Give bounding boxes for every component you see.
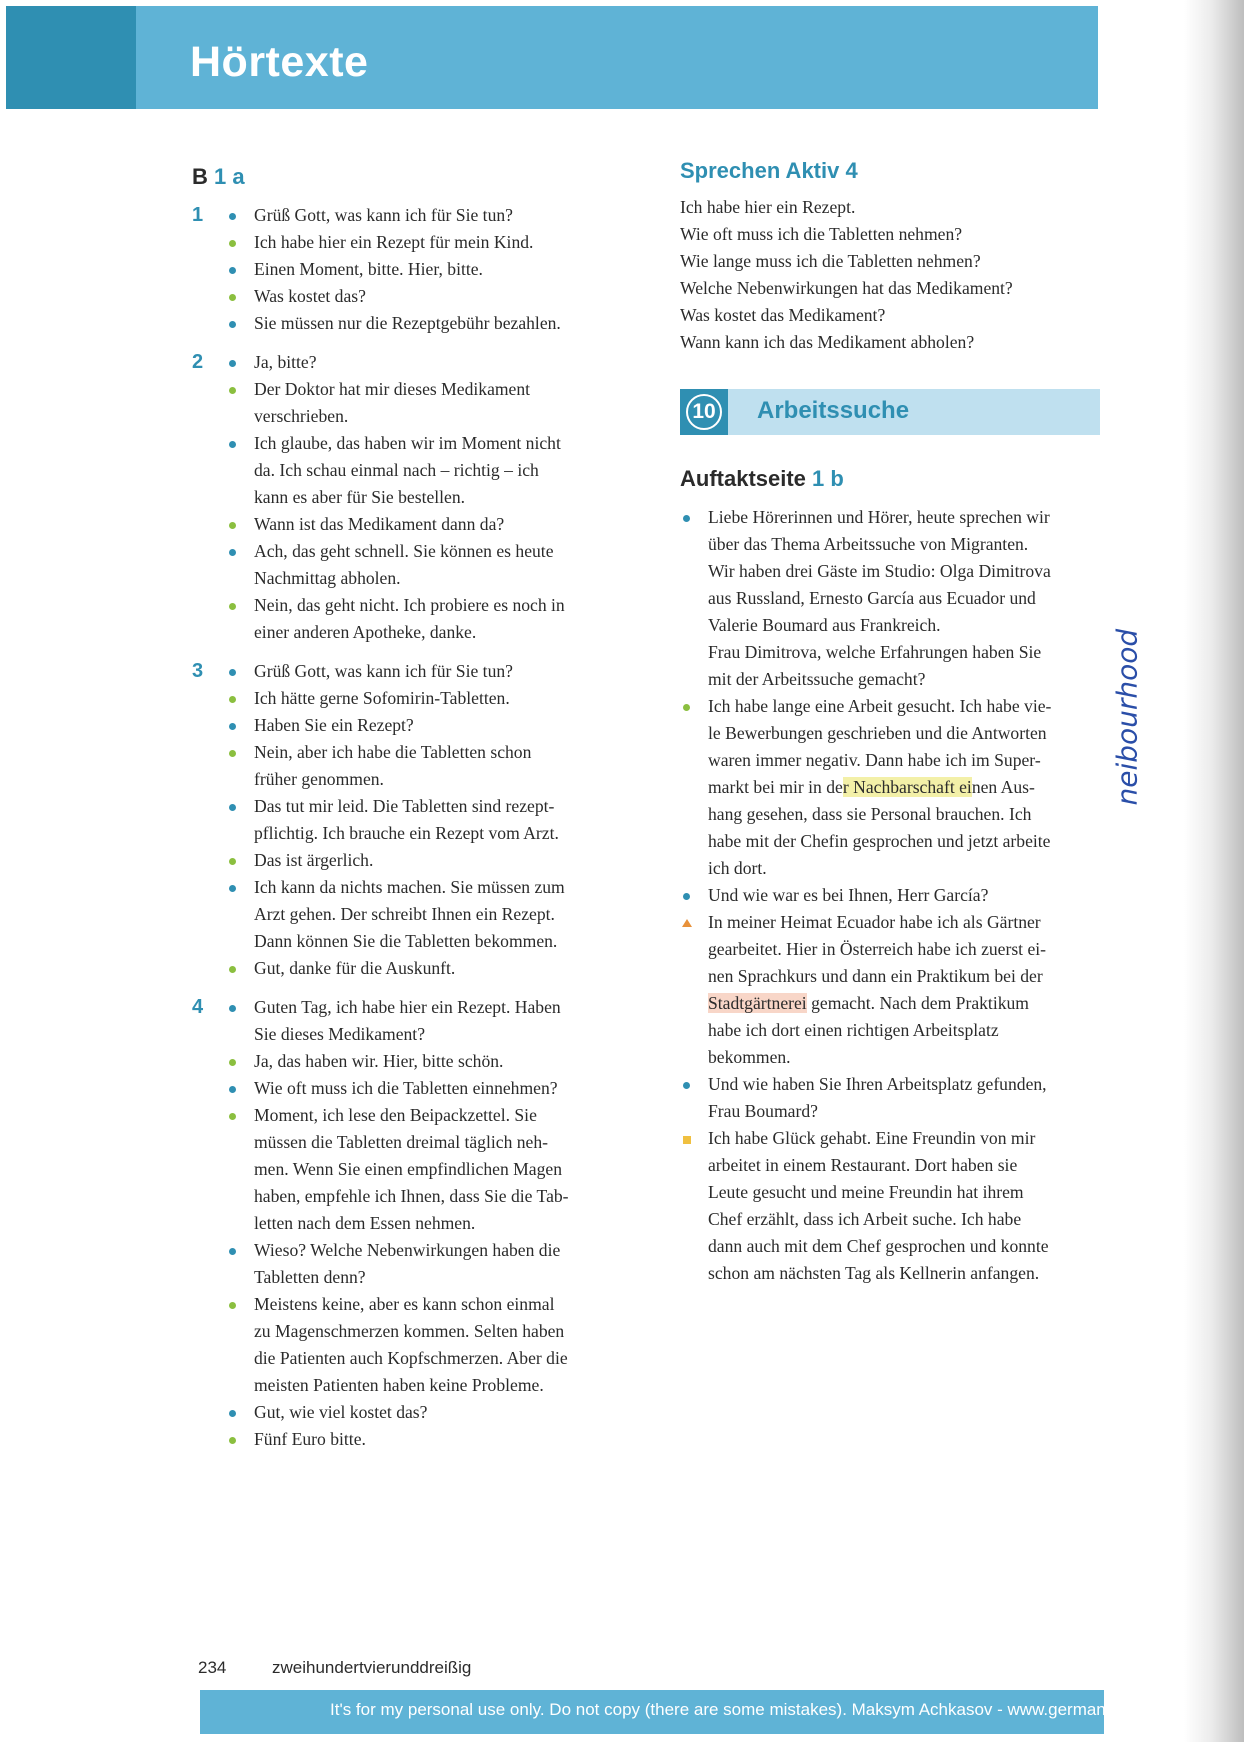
line-segment: habe mit der Chefin gesprochen und jetzt arbeite bbox=[708, 831, 1051, 851]
dialog-number: 2 bbox=[192, 351, 204, 373]
line-segment: Ich hätte gerne Sofomirin-Tabletten. bbox=[254, 688, 510, 708]
line-segment: Das ist ärgerlich. bbox=[254, 850, 374, 870]
text-fragment: markt bei mir in de bbox=[708, 777, 843, 797]
line-segment: Gut, danke für die Auskunft. bbox=[254, 958, 456, 978]
line-text bbox=[254, 538, 622, 592]
line-text bbox=[254, 229, 622, 256]
line-text bbox=[254, 1426, 622, 1453]
line-segment: Chef erzählt, dass ich Arbeit suche. Ich habe bbox=[708, 1209, 1022, 1229]
bullet-icon bbox=[226, 847, 254, 874]
line-segment: Frau Boumard? bbox=[708, 1101, 818, 1121]
page-title: Hörtexte bbox=[190, 38, 369, 86]
bullet-icon bbox=[226, 1399, 254, 1426]
line-segment: ich dort. bbox=[708, 858, 767, 878]
line-segment: meisten Patienten haben keine Probleme. bbox=[254, 1375, 544, 1395]
dialog-line bbox=[226, 712, 622, 739]
line-segment: Guten Tag, ich habe hier ein Rezept. Haben bbox=[254, 997, 561, 1017]
dialog-lines bbox=[226, 994, 622, 1453]
line-segment: Wieso? Welche Nebenwirkungen haben die bbox=[254, 1240, 561, 1260]
page-number-word: zweihundertvierunddreißig bbox=[272, 1658, 472, 1677]
unit-number-badge bbox=[680, 389, 728, 435]
line-segment: nen Sprachkurs und dann ein Praktikum bei der bbox=[708, 966, 1043, 986]
sprechen-line: Wie oft muss ich die Tabletten nehmen? bbox=[680, 224, 963, 244]
dialog-line bbox=[226, 202, 622, 229]
sprechen-line: Was kostet das Medikament? bbox=[680, 305, 886, 325]
line-text bbox=[254, 256, 622, 283]
dialog-list bbox=[192, 202, 622, 1453]
line-text bbox=[254, 739, 622, 793]
dialog-line bbox=[226, 1102, 622, 1237]
bullet-icon bbox=[226, 283, 254, 310]
line-segment: Ach, das geht schnell. Sie können es heute bbox=[254, 541, 554, 561]
line-segment: Das tut mir leid. Die Tabletten sind rezept- bbox=[254, 796, 555, 816]
line-segment: hang gesehen, dass sie Personal brauchen. Ich bbox=[708, 804, 1032, 824]
line-text bbox=[254, 1075, 622, 1102]
bullet-icon bbox=[226, 712, 254, 739]
dialog-lines bbox=[226, 658, 622, 982]
line-segment: verschrieben. bbox=[254, 406, 349, 426]
watermark-text: It's for my personal use only. Do not copy (there are some mistakes). Maksym Achkasov - www.german4real.com bbox=[330, 1700, 1181, 1719]
bullet-icon bbox=[226, 874, 254, 955]
bullet-icon bbox=[680, 504, 708, 693]
bullet-icon bbox=[680, 882, 708, 909]
line-segment: kann es aber für Sie bestellen. bbox=[254, 487, 466, 507]
line-segment: Ja, das haben wir. Hier, bitte schön. bbox=[254, 1051, 504, 1071]
dialog-line bbox=[226, 874, 622, 955]
dialog-number: 3 bbox=[192, 660, 204, 682]
line-segment: dann auch mit dem Chef gesprochen und konnte bbox=[708, 1236, 1049, 1256]
line-text bbox=[254, 847, 622, 874]
line-text bbox=[254, 202, 622, 229]
line-segment: men. Wenn Sie einen empfindlichen Magen bbox=[254, 1159, 563, 1179]
dialog-4 bbox=[192, 994, 622, 1453]
handwritten-note bbox=[1092, 604, 1162, 814]
line-segment: Grüß Gott, was kann ich für Sie tun? bbox=[254, 205, 513, 225]
sprechen-line: Welche Nebenwirkungen hat das Medikament? bbox=[680, 278, 1013, 298]
dialog-line bbox=[226, 847, 622, 874]
line-segment: die Patienten auch Kopfschmerzen. Aber die bbox=[254, 1348, 568, 1368]
text-fragment: gemacht. Nach dem Praktikum bbox=[806, 993, 1029, 1013]
bullet-icon bbox=[226, 511, 254, 538]
highlighted-word: r Nachbarschaft ei bbox=[842, 777, 972, 797]
paragraph-text bbox=[708, 882, 1110, 909]
line-segment: müssen die Tabletten dreimal täglich neh- bbox=[254, 1132, 549, 1152]
line-text bbox=[254, 283, 622, 310]
line-segment: einer anderen Apotheke, danke. bbox=[254, 622, 477, 642]
line-segment: Was kostet das? bbox=[254, 286, 366, 306]
line-text bbox=[254, 793, 622, 847]
section-heading-b1a bbox=[192, 164, 622, 190]
line-segment: zu Magenschmerzen kommen. Selten haben bbox=[254, 1321, 565, 1341]
line-segment: le Bewerbungen geschrieben und die Antworten bbox=[708, 723, 1047, 743]
line-text bbox=[254, 712, 622, 739]
dialog-line bbox=[226, 511, 622, 538]
line-segment: Und wie haben Sie Ihren Arbeitsplatz gefunden, bbox=[708, 1074, 1047, 1094]
dialog-line bbox=[226, 994, 622, 1048]
bullet-icon bbox=[226, 994, 254, 1048]
paragraph-text bbox=[708, 1071, 1110, 1125]
line-segment: Tabletten denn? bbox=[254, 1267, 366, 1287]
dialog-line bbox=[226, 685, 622, 712]
bullet-icon bbox=[226, 1048, 254, 1075]
line-text bbox=[254, 1048, 622, 1075]
dialog-number: 4 bbox=[192, 996, 204, 1018]
line-segment: Nein, aber ich habe die Tabletten schon bbox=[254, 742, 532, 762]
bullet-icon bbox=[226, 658, 254, 685]
bullet-icon bbox=[226, 310, 254, 337]
line-segment: letten nach dem Essen nehmen. bbox=[254, 1213, 476, 1233]
heading-accent: 1 a bbox=[214, 164, 245, 189]
line-segment: Ich habe Glück gehabt. Eine Freundin von mir bbox=[708, 1128, 1036, 1148]
line-segment: Leute gesucht und meine Freundin hat ihrem bbox=[708, 1182, 1024, 1202]
bullet-icon bbox=[226, 1237, 254, 1291]
line-segment: bekommen. bbox=[708, 1047, 791, 1067]
auftakt-section bbox=[680, 466, 1110, 1287]
line-segment: Ich kann da nichts machen. Sie müssen zum bbox=[254, 877, 565, 897]
line-segment: Wir haben drei Gäste im Studio: Olga Dimitrova bbox=[708, 561, 1051, 581]
dialog-line bbox=[226, 592, 622, 646]
line-segment: In meiner Heimat Ecuador habe ich als Gärtner bbox=[708, 912, 1041, 932]
dialog-line bbox=[226, 349, 622, 376]
header-band bbox=[6, 6, 1098, 109]
line-segment: Und wie war es bei Ihnen, Herr García? bbox=[708, 885, 989, 905]
auftakt-paragraph-5 bbox=[680, 1071, 1110, 1125]
line-segment: aus Russland, Ernesto García aus Ecuador und bbox=[708, 588, 1036, 608]
bullet-icon bbox=[226, 430, 254, 511]
dialog-line bbox=[226, 1075, 622, 1102]
right-column bbox=[680, 158, 1110, 356]
line-segment: Wann ist das Medikament dann da? bbox=[254, 514, 505, 534]
line-segment: Liebe Hörerinnen und Hörer, heute sprechen wir bbox=[708, 507, 1050, 527]
bullet-icon bbox=[226, 1075, 254, 1102]
auftakt-paragraph-2 bbox=[680, 693, 1110, 882]
line-segment: Ja, bitte? bbox=[254, 352, 317, 372]
paragraph-text bbox=[708, 1125, 1110, 1287]
paragraph-text bbox=[708, 909, 1110, 1071]
dialog-line bbox=[226, 430, 622, 511]
bullet-icon bbox=[226, 1426, 254, 1453]
line-segment: Einen Moment, bitte. Hier, bitte. bbox=[254, 259, 483, 279]
paragraph-text bbox=[708, 693, 1110, 882]
section-heading-auftakt bbox=[680, 466, 1110, 492]
section-heading-sprechen: Sprechen Aktiv 4 bbox=[680, 158, 858, 183]
bullet-icon bbox=[226, 592, 254, 646]
line-segment: Sie müssen nur die Rezeptgebühr bezahlen. bbox=[254, 313, 561, 333]
paragraph-text bbox=[708, 504, 1110, 693]
heading-main: B bbox=[192, 164, 208, 189]
sprechen-line: Wann kann ich das Medikament abholen? bbox=[680, 332, 975, 352]
line-segment: Wie oft muss ich die Tabletten einnehmen? bbox=[254, 1078, 558, 1098]
line-segment: mit der Arbeitssuche gemacht? bbox=[708, 669, 926, 689]
line-segment: Moment, ich lese den Beipackzettel. Sie bbox=[254, 1105, 537, 1125]
dialog-line bbox=[226, 793, 622, 847]
unit-number: 10 bbox=[686, 394, 722, 430]
line-segment: Haben Sie ein Rezept? bbox=[254, 715, 414, 735]
bullet-icon bbox=[226, 256, 254, 283]
dialog-line bbox=[226, 310, 622, 337]
dialog-line bbox=[226, 376, 622, 430]
dialog-lines bbox=[226, 349, 622, 646]
dialog-line bbox=[226, 955, 622, 982]
page-edge-shadow bbox=[1184, 0, 1244, 1742]
auftakt-heading-accent: 1 b bbox=[812, 466, 844, 491]
bullet-icon bbox=[226, 955, 254, 982]
left-column bbox=[192, 164, 622, 1453]
dialog-line bbox=[226, 1291, 622, 1399]
line-text bbox=[254, 592, 622, 646]
page-number: 234 bbox=[198, 1658, 227, 1677]
auftakt-paragraph-1 bbox=[680, 504, 1110, 693]
line-segment: Der Doktor hat mir dieses Medikament bbox=[254, 379, 531, 399]
sprechen-line: Ich habe hier ein Rezept. bbox=[680, 197, 856, 217]
dialog-3 bbox=[192, 658, 622, 982]
line-text bbox=[254, 376, 622, 430]
line-segment: da. Ich schau einmal nach – richtig – ich bbox=[254, 460, 539, 480]
line-segment: Ich habe lange eine Arbeit gesucht. Ich habe vie- bbox=[708, 696, 1052, 716]
dialog-line bbox=[226, 739, 622, 793]
bullet-icon bbox=[226, 1291, 254, 1399]
line-text bbox=[254, 874, 622, 955]
line-text bbox=[254, 1237, 622, 1291]
line-segment: Arzt gehen. Der schreibt Ihnen ein Rezept. bbox=[254, 904, 555, 924]
bullet-icon bbox=[226, 685, 254, 712]
dialog-line bbox=[226, 1399, 622, 1426]
dialog-line bbox=[226, 283, 622, 310]
bullet-icon bbox=[226, 793, 254, 847]
dialog-number: 1 bbox=[192, 204, 204, 226]
line-text bbox=[254, 430, 622, 511]
line-segment: Frau Dimitrova, welche Erfahrungen haben Sie bbox=[708, 642, 1042, 662]
line-text bbox=[254, 349, 622, 376]
line-segment: Nein, das geht nicht. Ich probiere es noch in bbox=[254, 595, 565, 615]
sprechen-line: Wie lange muss ich die Tabletten nehmen? bbox=[680, 251, 981, 271]
line-text bbox=[254, 1102, 622, 1237]
line-text bbox=[254, 310, 622, 337]
dialog-line bbox=[226, 658, 622, 685]
dialog-line bbox=[226, 538, 622, 592]
square-bullet-icon bbox=[680, 1125, 708, 1287]
line-segment: Fünf Euro bitte. bbox=[254, 1429, 366, 1449]
dialog-line bbox=[226, 256, 622, 283]
dialog-2 bbox=[192, 349, 622, 646]
line-text bbox=[254, 511, 622, 538]
line-segment: über das Thema Arbeitssuche von Migranten. bbox=[708, 534, 1029, 554]
line-segment: habe ich dort einen richtigen Arbeitsplatz bbox=[708, 1020, 999, 1040]
bullet-icon bbox=[226, 349, 254, 376]
line-text bbox=[254, 955, 622, 982]
highlighted-word: Stadtgärtnerei bbox=[708, 993, 807, 1013]
bullet-icon bbox=[680, 693, 708, 882]
bullet-icon bbox=[680, 1071, 708, 1125]
dialog-line bbox=[226, 1426, 622, 1453]
bullet-icon bbox=[226, 739, 254, 793]
line-segment: Ich glaube, das haben wir im Moment nicht bbox=[254, 433, 561, 453]
dialog-line bbox=[226, 1048, 622, 1075]
line-segment: waren immer negativ. Dann habe ich im Super- bbox=[708, 750, 1041, 770]
line-segment: gearbeitet. Hier in Österreich habe ich zuerst ei- bbox=[708, 939, 1047, 959]
line-segment: früher genommen. bbox=[254, 769, 384, 789]
sprechen-list bbox=[680, 194, 1110, 356]
bullet-icon bbox=[226, 229, 254, 256]
line-text bbox=[254, 994, 622, 1048]
auftakt-paragraph-4 bbox=[680, 909, 1110, 1071]
line-segment: Nachmittag abholen. bbox=[254, 568, 401, 588]
line-segment: Meistens keine, aber es kann schon einmal bbox=[254, 1294, 555, 1314]
dialog-line bbox=[226, 229, 622, 256]
line-segment: schon am nächsten Tag als Kellnerin anfangen. bbox=[708, 1263, 1040, 1283]
header-accent-block bbox=[6, 6, 136, 109]
line-segment: arbeitet in einem Restaurant. Dort haben sie bbox=[708, 1155, 1018, 1175]
bullet-icon bbox=[226, 1102, 254, 1237]
auftakt-heading-main: Auftaktseite bbox=[680, 466, 806, 491]
line-segment: pflichtig. Ich brauche ein Rezept vom Arzt. bbox=[254, 823, 559, 843]
line-segment: Ich habe hier ein Rezept für mein Kind. bbox=[254, 232, 534, 252]
handwritten-text: neibourhood bbox=[1110, 628, 1144, 806]
line-text bbox=[254, 1399, 622, 1426]
text-fragment: nen Aus- bbox=[971, 777, 1035, 797]
line-segment: Dann können Sie die Tabletten bekommen. bbox=[254, 931, 558, 951]
line-segment: haben, empfehle ich Ihnen, dass Sie die Tab- bbox=[254, 1186, 569, 1206]
bullet-icon bbox=[226, 202, 254, 229]
triangle-bullet-icon bbox=[680, 909, 708, 1071]
dialog-1 bbox=[192, 202, 622, 337]
line-segment: Gut, wie viel kostet das? bbox=[254, 1402, 428, 1422]
line-text bbox=[254, 1291, 622, 1399]
dialog-lines bbox=[226, 202, 622, 337]
bullet-icon bbox=[226, 376, 254, 430]
auftakt-paragraph-6 bbox=[680, 1125, 1110, 1287]
auftakt-paragraph-3 bbox=[680, 882, 1110, 909]
line-segment: Valerie Boumard aus Frankreich. bbox=[708, 615, 941, 635]
line-text bbox=[254, 658, 622, 685]
bullet-icon bbox=[226, 538, 254, 592]
line-segment: Grüß Gott, was kann ich für Sie tun? bbox=[254, 661, 513, 681]
line-segment: Sie dieses Medikament? bbox=[254, 1024, 426, 1044]
dialog-line bbox=[226, 1237, 622, 1291]
unit-title: Arbeitssuche bbox=[757, 397, 910, 424]
line-text bbox=[254, 685, 622, 712]
